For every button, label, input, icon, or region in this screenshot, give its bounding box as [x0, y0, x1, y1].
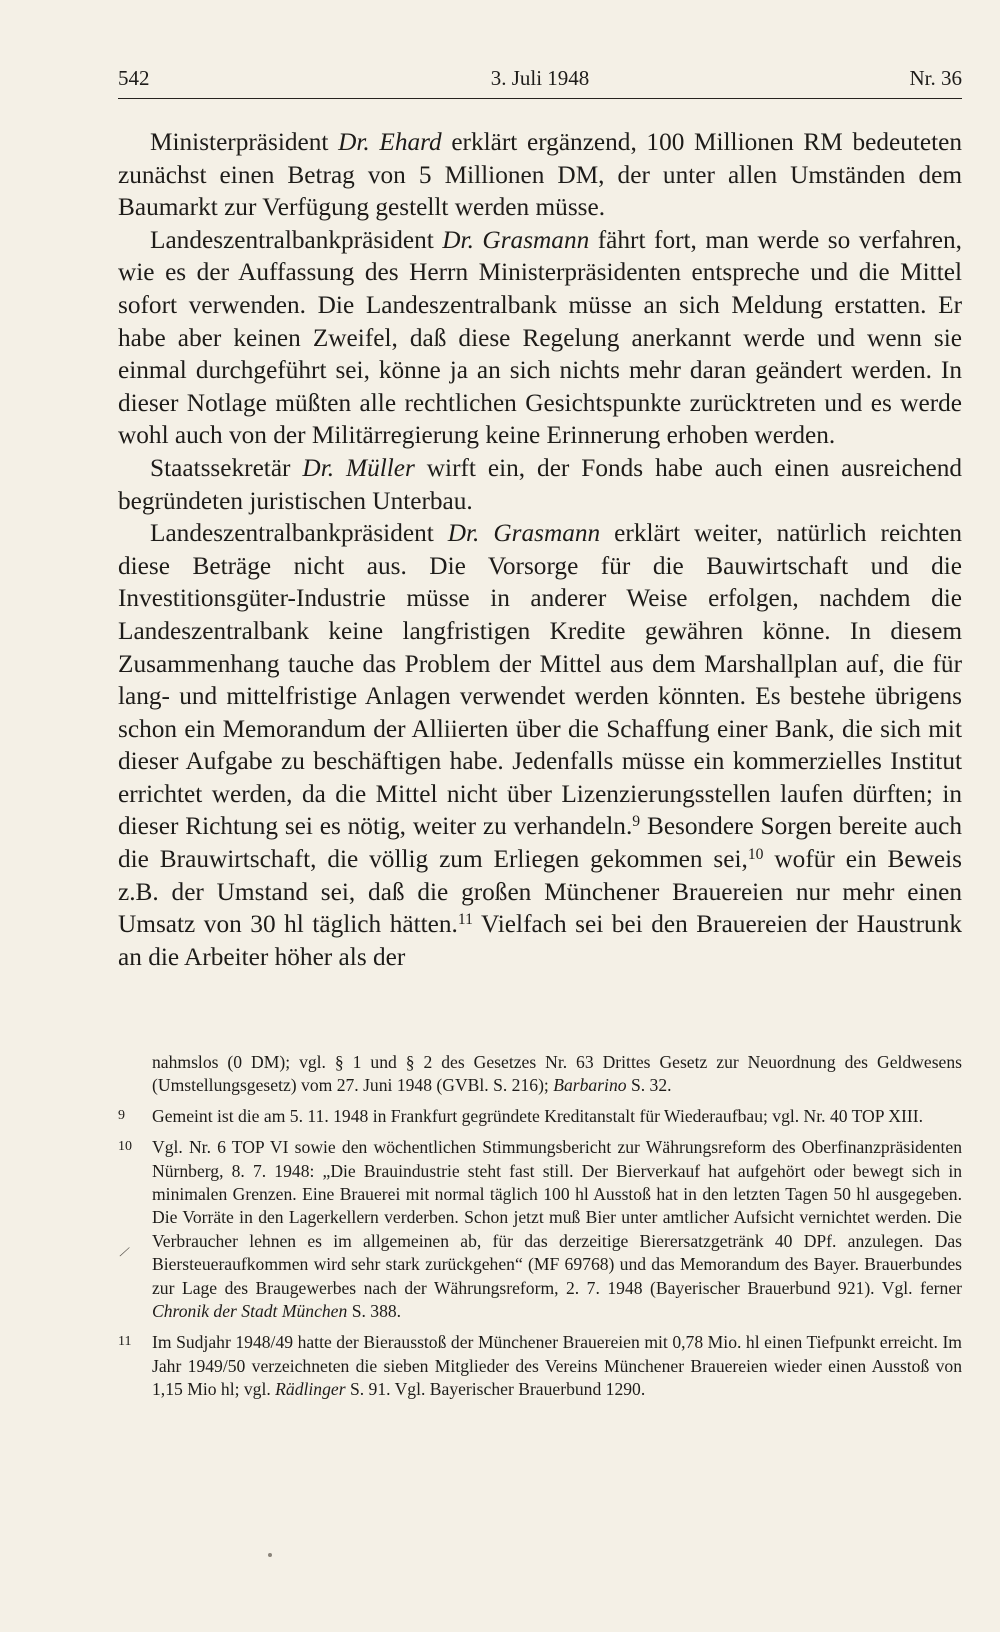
italic-name: Dr. Grasmann — [447, 519, 601, 548]
footnotes — [118, 1051, 962, 1410]
text-run: Landeszentralbankpräsident — [150, 225, 443, 254]
footnote-text — [152, 1106, 923, 1126]
footnote-text — [152, 1137, 962, 1321]
footnote-11 — [118, 1331, 962, 1401]
text-run: Ministerpräsident — [150, 128, 339, 156]
text-run: erklärt ergänzend, 100 Millionen RM bedeuteten zunächst einen Betrag von 5 Millionen DM, der unter allen Umständen dem Baumarkt zur Verfügung gestellt werden müsse. — [118, 128, 963, 222]
margin-tick-mark: ⁄ — [121, 1243, 128, 1262]
footnote-continuation — [118, 1051, 962, 1098]
footnote-10 — [118, 1136, 962, 1323]
italic-name: Chronik der Stadt München — [152, 1301, 348, 1322]
page-number: 542 — [118, 66, 150, 90]
text-run: Besondere Sorgen bereite auch die Brauwirtschaft, die völlig zum Erliegen gekommen sei, — [118, 812, 962, 874]
paragraph-ehard — [118, 126, 962, 224]
italic-name: Rädlinger — [275, 1379, 346, 1400]
footnote-number: 9 — [118, 1107, 125, 1123]
running-header — [118, 60, 962, 98]
italic-name: Barbarino — [553, 1075, 627, 1096]
text-run: wirft ein, der Fonds habe auch einen ausreichend begründeten juristischen Unterbau. — [118, 453, 962, 515]
header-date: 3. Juli 1948 — [490, 66, 590, 90]
footnote-ref: 10 — [747, 845, 764, 863]
text-run: nahmslos (0 DM); vgl. § 1 und § 2 des Gesetzes Nr. 63 Drittes Gesetz zur Neuordnung des Geldwesens (Umstellungsgesetz) vom 27. Juni 1948 (GVBl. S. 216); — [152, 1052, 962, 1096]
footnote-number: 10 — [118, 1139, 132, 1155]
main-text — [118, 126, 962, 973]
paragraph-mueller — [118, 452, 962, 517]
footnote-9 — [118, 1105, 962, 1128]
italic-name: Dr. Ehard — [338, 128, 442, 156]
text-run: Vielfach sei bei den Brauereien der Haustrunk an die Arbeiter höher als der — [118, 910, 962, 971]
footnote-ref: 9 — [632, 813, 641, 831]
text-run: Staatssekretär — [150, 453, 303, 482]
italic-name: Dr. Müller — [302, 453, 415, 482]
footnote-ref: 11 — [457, 911, 473, 929]
footnote-text — [152, 1332, 962, 1399]
italic-name: Dr. Grasmann — [442, 225, 590, 254]
text-run: S. 388. — [347, 1301, 402, 1322]
issue-number: Nr. 36 — [909, 66, 962, 90]
paragraph-grasmann-2 — [118, 517, 962, 973]
header-rule — [118, 98, 962, 99]
text-run: Im Sudjahr 1948/49 hatte der Bierausstoß der Münchener Brauereien mit 0,78 Mio. hl einen Tiefpunkt erreicht. Im Jahr 1949/50 verzeichneten die sieben Mitglieder des Vereins Münchener Brauereien wieder einen Ausstoß von 1,15 Mio hl; vgl. — [152, 1332, 962, 1400]
text-run: Vgl. Nr. 6 TOP VI sowie den wöchentlichen Stimmungsbericht zur Währungsreform des Oberfinanzpräsidenten Nürnberg, 8. 7. 1948: „Die Brauindustrie steht fast still. Der Bierverkauf hat aufgehört oder bewegt sich in minimalen Grenzen. Eine Brauerei mit normal täglich 100 hl Ausstoß hat in den letzten Tagen 50 hl ausgegeben. Die Vorräte in den Lagerkellern verderben. Schon jetzt muß Bier unter amtlicher Aufsicht vernichtet werden. Die Verbraucher lehnen es im allgemeinen ab, für das derzeitige Bierersatzgetränk 40 DPf. anzulegen. Das Biersteueraufkommen wird sehr stark zurückgehen“ (MF 69768) und das Memorandum des Bayer. Brauerbundes zur Lage des Braugewerbes nach der Währungsreform, 2. 7. 1948 (Bayerischer Brauerbund 921). Vgl. ferner — [152, 1137, 962, 1298]
text-run: S. 91. Vgl. Bayerischer Brauerbund 1290. — [345, 1379, 646, 1400]
footnote-number: 11 — [118, 1334, 132, 1350]
text-run: Gemeint ist die am 5. 11. 1948 in Frankfurt gegründete Kreditanstalt für Wiederaufbau; vgl. Nr. 40 TOP XIII. — [152, 1105, 923, 1126]
paper-speck — [268, 1553, 272, 1557]
text-run: Landeszentralbankpräsident — [150, 519, 448, 548]
text-run: fährt fort, man werde so verfahren, wie es der Auffassung des Herrn Ministerpräsidenten entspreche und die Mittel sofort verwenden. Die Landeszentralbank müsse an sich Meldung erstatten. Er habe aber keinen Zweifel, daß diese Regelung anerkannt werde und wenn sie einmal durchgeführt sei, könne ja an sich nichts mehr daran geändert werden. In dieser Notlage müßten alle rechtlichen Gesichtspunkte zurücktreten und es werde wohl auch von der Militärregierung keine Erinnerung erhoben werden. — [118, 225, 962, 450]
text-run: S. 32. — [626, 1075, 672, 1096]
text-run: erklärt weiter, natürlich reichten diese Beträge nicht aus. Die Vorsorge für die Bauwirtschaft und die Investitionsgüter-Industrie müsse in anderer Weise erfolgen, nachdem die Landeszentralbank keine langfristigen Kredite gewähren könne. In diesem Zusammenhang tauche das Problem der Mittel aus dem Marshallplan auf, die für lang- und mittelfristige Anlagen verwendet werden könnten. Es bestehe übrigens schon ein Memorandum der Alliierten über die Schaffung einer Bank, die sich mit dieser Aufgabe zu beschäftigen habe. Jedenfalls müsse ein kommerzielles Institut errichtet werden, da die Mittel nicht über Lizenzierungsstellen laufen dürften; in dieser Richtung sei es nötig, weiter zu verhandeln. — [118, 519, 962, 841]
text-run: wofür ein Beweis z.B. der Umstand sei, daß die großen Münchener Brauereien nur mehr einen Umsatz von 30 hl täglich hätten. — [118, 845, 962, 939]
paragraph-grasmann-1 — [118, 224, 962, 452]
